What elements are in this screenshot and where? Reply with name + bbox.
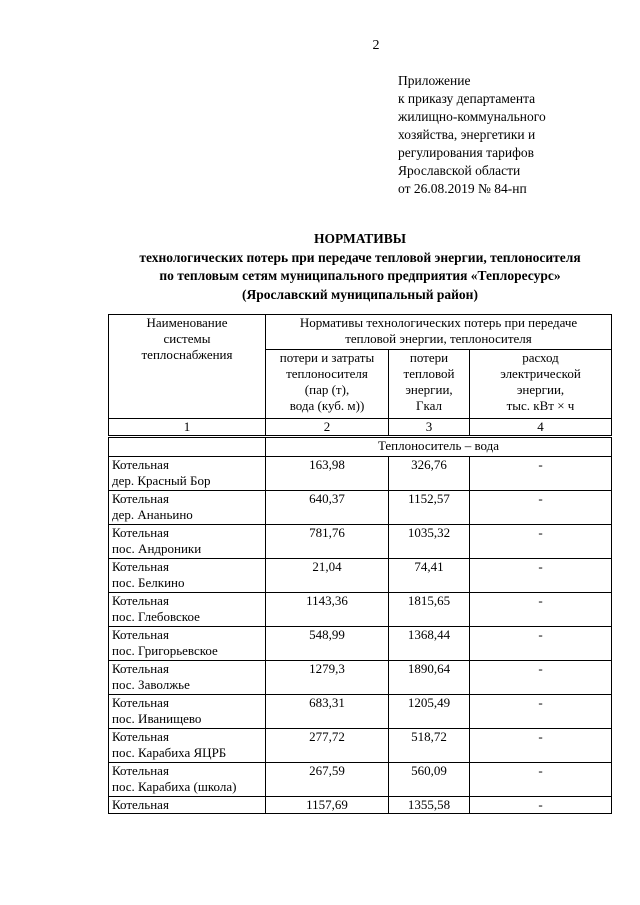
appendix-block	[398, 72, 546, 198]
boiler-name-cell	[109, 593, 266, 627]
coolant-loss-cell: 267,59	[266, 763, 389, 797]
coolant-loss-cell: 21,04	[266, 559, 389, 593]
boiler-location: пос. Белкино	[112, 575, 185, 590]
boiler-location: дер. Красный Бор	[112, 473, 211, 488]
heat-loss-cell: 1205,49	[389, 695, 470, 729]
boiler-type: Котельная	[112, 695, 169, 710]
heat-loss-cell: 326,76	[389, 457, 470, 491]
table-body	[109, 457, 612, 814]
boiler-name-cell	[109, 763, 266, 797]
heat-loss-cell: 1035,32	[389, 525, 470, 559]
coolant-loss-cell: 1143,36	[266, 593, 389, 627]
electric-consumption-cell: -	[470, 763, 612, 797]
boiler-name-cell	[109, 491, 266, 525]
electric-consumption-cell: -	[470, 491, 612, 525]
column-number: 4	[470, 419, 612, 437]
boiler-type: Котельная	[112, 797, 169, 812]
boiler-name-cell	[109, 559, 266, 593]
column-number-row	[109, 419, 612, 437]
boiler-name-cell	[109, 695, 266, 729]
electric-consumption-cell: -	[470, 661, 612, 695]
boiler-type: Котельная	[112, 491, 169, 506]
header-text: электрической	[500, 366, 581, 381]
boiler-type: Котельная	[112, 661, 169, 676]
boiler-name-cell	[109, 525, 266, 559]
heat-loss-cell: 518,72	[389, 729, 470, 763]
header-text: тыс. кВт × ч	[506, 398, 575, 413]
norms-table	[108, 314, 612, 814]
table-row	[109, 627, 612, 661]
electric-consumption-cell: -	[470, 627, 612, 661]
column-number: 2	[266, 419, 389, 437]
boiler-type: Котельная	[112, 457, 169, 472]
coolant-loss-cell: 683,31	[266, 695, 389, 729]
title-line: технологических потерь при передаче тепловой энергии, теплоносителя	[139, 249, 581, 265]
electric-consumption-cell: -	[470, 559, 612, 593]
electric-consumption-cell: -	[470, 797, 612, 814]
coolant-loss-cell: 640,37	[266, 491, 389, 525]
electric-consumption-cell: -	[470, 525, 612, 559]
table-row	[109, 695, 612, 729]
header-text: Гкал	[415, 398, 442, 413]
heat-loss-cell: 1152,57	[389, 491, 470, 525]
header-text: потери и затраты	[279, 350, 375, 365]
header-text: энергии,	[405, 382, 453, 397]
title-line: (Ярославский муниципальный район)	[242, 286, 478, 302]
boiler-type: Котельная	[112, 729, 169, 744]
boiler-name-cell	[109, 797, 266, 814]
appendix-line: Приложение	[398, 73, 471, 88]
appendix-line: к приказу департамента	[398, 91, 536, 106]
heat-loss-cell: 1890,64	[389, 661, 470, 695]
boiler-name-cell	[109, 457, 266, 491]
boiler-name-cell	[109, 661, 266, 695]
column-number: 3	[389, 419, 470, 437]
appendix-line: от 26.08.2019 № 84-нп	[398, 181, 527, 196]
electric-consumption-cell: -	[470, 457, 612, 491]
header-text: потери	[409, 350, 449, 365]
boiler-type: Котельная	[112, 559, 169, 574]
header-text: тепловой энергии, теплоносителя	[345, 331, 532, 346]
coolant-loss-cell: 1157,69	[266, 797, 389, 814]
boiler-name-cell	[109, 729, 266, 763]
header-text: теплоснабжения	[141, 347, 233, 362]
boiler-type: Котельная	[112, 763, 169, 778]
boiler-location: пос. Иванищево	[112, 711, 202, 726]
coolant-loss-cell: 548,99	[266, 627, 389, 661]
boiler-location: пос. Григорьевское	[112, 643, 218, 658]
title-line: по тепловым сетям муниципального предприятия «Теплоресурс»	[159, 268, 561, 283]
header-text: Нормативы технологических потерь при передаче	[299, 315, 578, 330]
coolant-loss-cell: 781,76	[266, 525, 389, 559]
appendix-line: регулирования тарифов	[398, 145, 535, 160]
electric-consumption-cell: -	[470, 593, 612, 627]
boiler-location: пос. Карабиха ЯЦРБ	[112, 745, 227, 760]
header-text: энергии,	[516, 382, 565, 397]
page-number: 2	[372, 38, 380, 53]
coolant-loss-cell: 1279,3	[266, 661, 389, 695]
header-text: вода (куб. м))	[289, 398, 365, 413]
table-row	[109, 763, 612, 797]
table-row	[109, 525, 612, 559]
document-title	[60, 230, 640, 304]
table-row	[109, 559, 612, 593]
heat-loss-cell: 1815,65	[389, 593, 470, 627]
heat-loss-cell: 1355,58	[389, 797, 470, 814]
header-text: системы	[163, 331, 211, 346]
heat-loss-cell: 74,41	[389, 559, 470, 593]
electric-consumption-cell: -	[470, 729, 612, 763]
title-heading: НОРМАТИВЫ	[313, 231, 407, 246]
table-header-row	[109, 315, 612, 350]
header-system-name	[109, 315, 266, 419]
boiler-location: пос. Карабиха (школа)	[112, 779, 237, 794]
header-electric-consumption	[470, 350, 612, 419]
boiler-type: Котельная	[112, 525, 169, 540]
boiler-location: пос. Заволжье	[112, 677, 190, 692]
coolant-loss-cell: 163,98	[266, 457, 389, 491]
header-text: расход	[522, 350, 559, 365]
table-row	[109, 457, 612, 491]
table-row	[109, 729, 612, 763]
boiler-type: Котельная	[112, 593, 169, 608]
boiler-name-cell	[109, 627, 266, 661]
heat-loss-cell: 560,09	[389, 763, 470, 797]
header-coolant-losses	[266, 350, 389, 419]
header-text: (пар (т),	[304, 382, 350, 397]
boiler-location: пос. Андроники	[112, 541, 202, 556]
electric-consumption-cell: -	[470, 695, 612, 729]
header-text: теплоносителя	[286, 366, 368, 381]
table-row	[109, 797, 612, 814]
appendix-line: хозяйства, энергетики и	[398, 127, 536, 142]
table-row	[109, 593, 612, 627]
boiler-location: пос. Глебовское	[112, 609, 200, 624]
appendix-line: жилищно-коммунального	[398, 109, 546, 124]
column-number: 1	[109, 419, 266, 437]
appendix-line: Ярославской области	[398, 163, 521, 178]
carrier-label: Теплоноситель – вода	[266, 437, 612, 457]
boiler-location: дер. Ананьино	[112, 507, 193, 522]
header-text: тепловой	[403, 366, 455, 381]
coolant-loss-cell: 277,72	[266, 729, 389, 763]
boiler-type: Котельная	[112, 627, 169, 642]
carrier-row	[109, 437, 612, 457]
table-row	[109, 491, 612, 525]
header-norms-group	[266, 315, 612, 350]
header-text: Наименование	[146, 315, 228, 330]
heat-loss-cell: 1368,44	[389, 627, 470, 661]
table-row	[109, 661, 612, 695]
header-heat-losses	[389, 350, 470, 419]
